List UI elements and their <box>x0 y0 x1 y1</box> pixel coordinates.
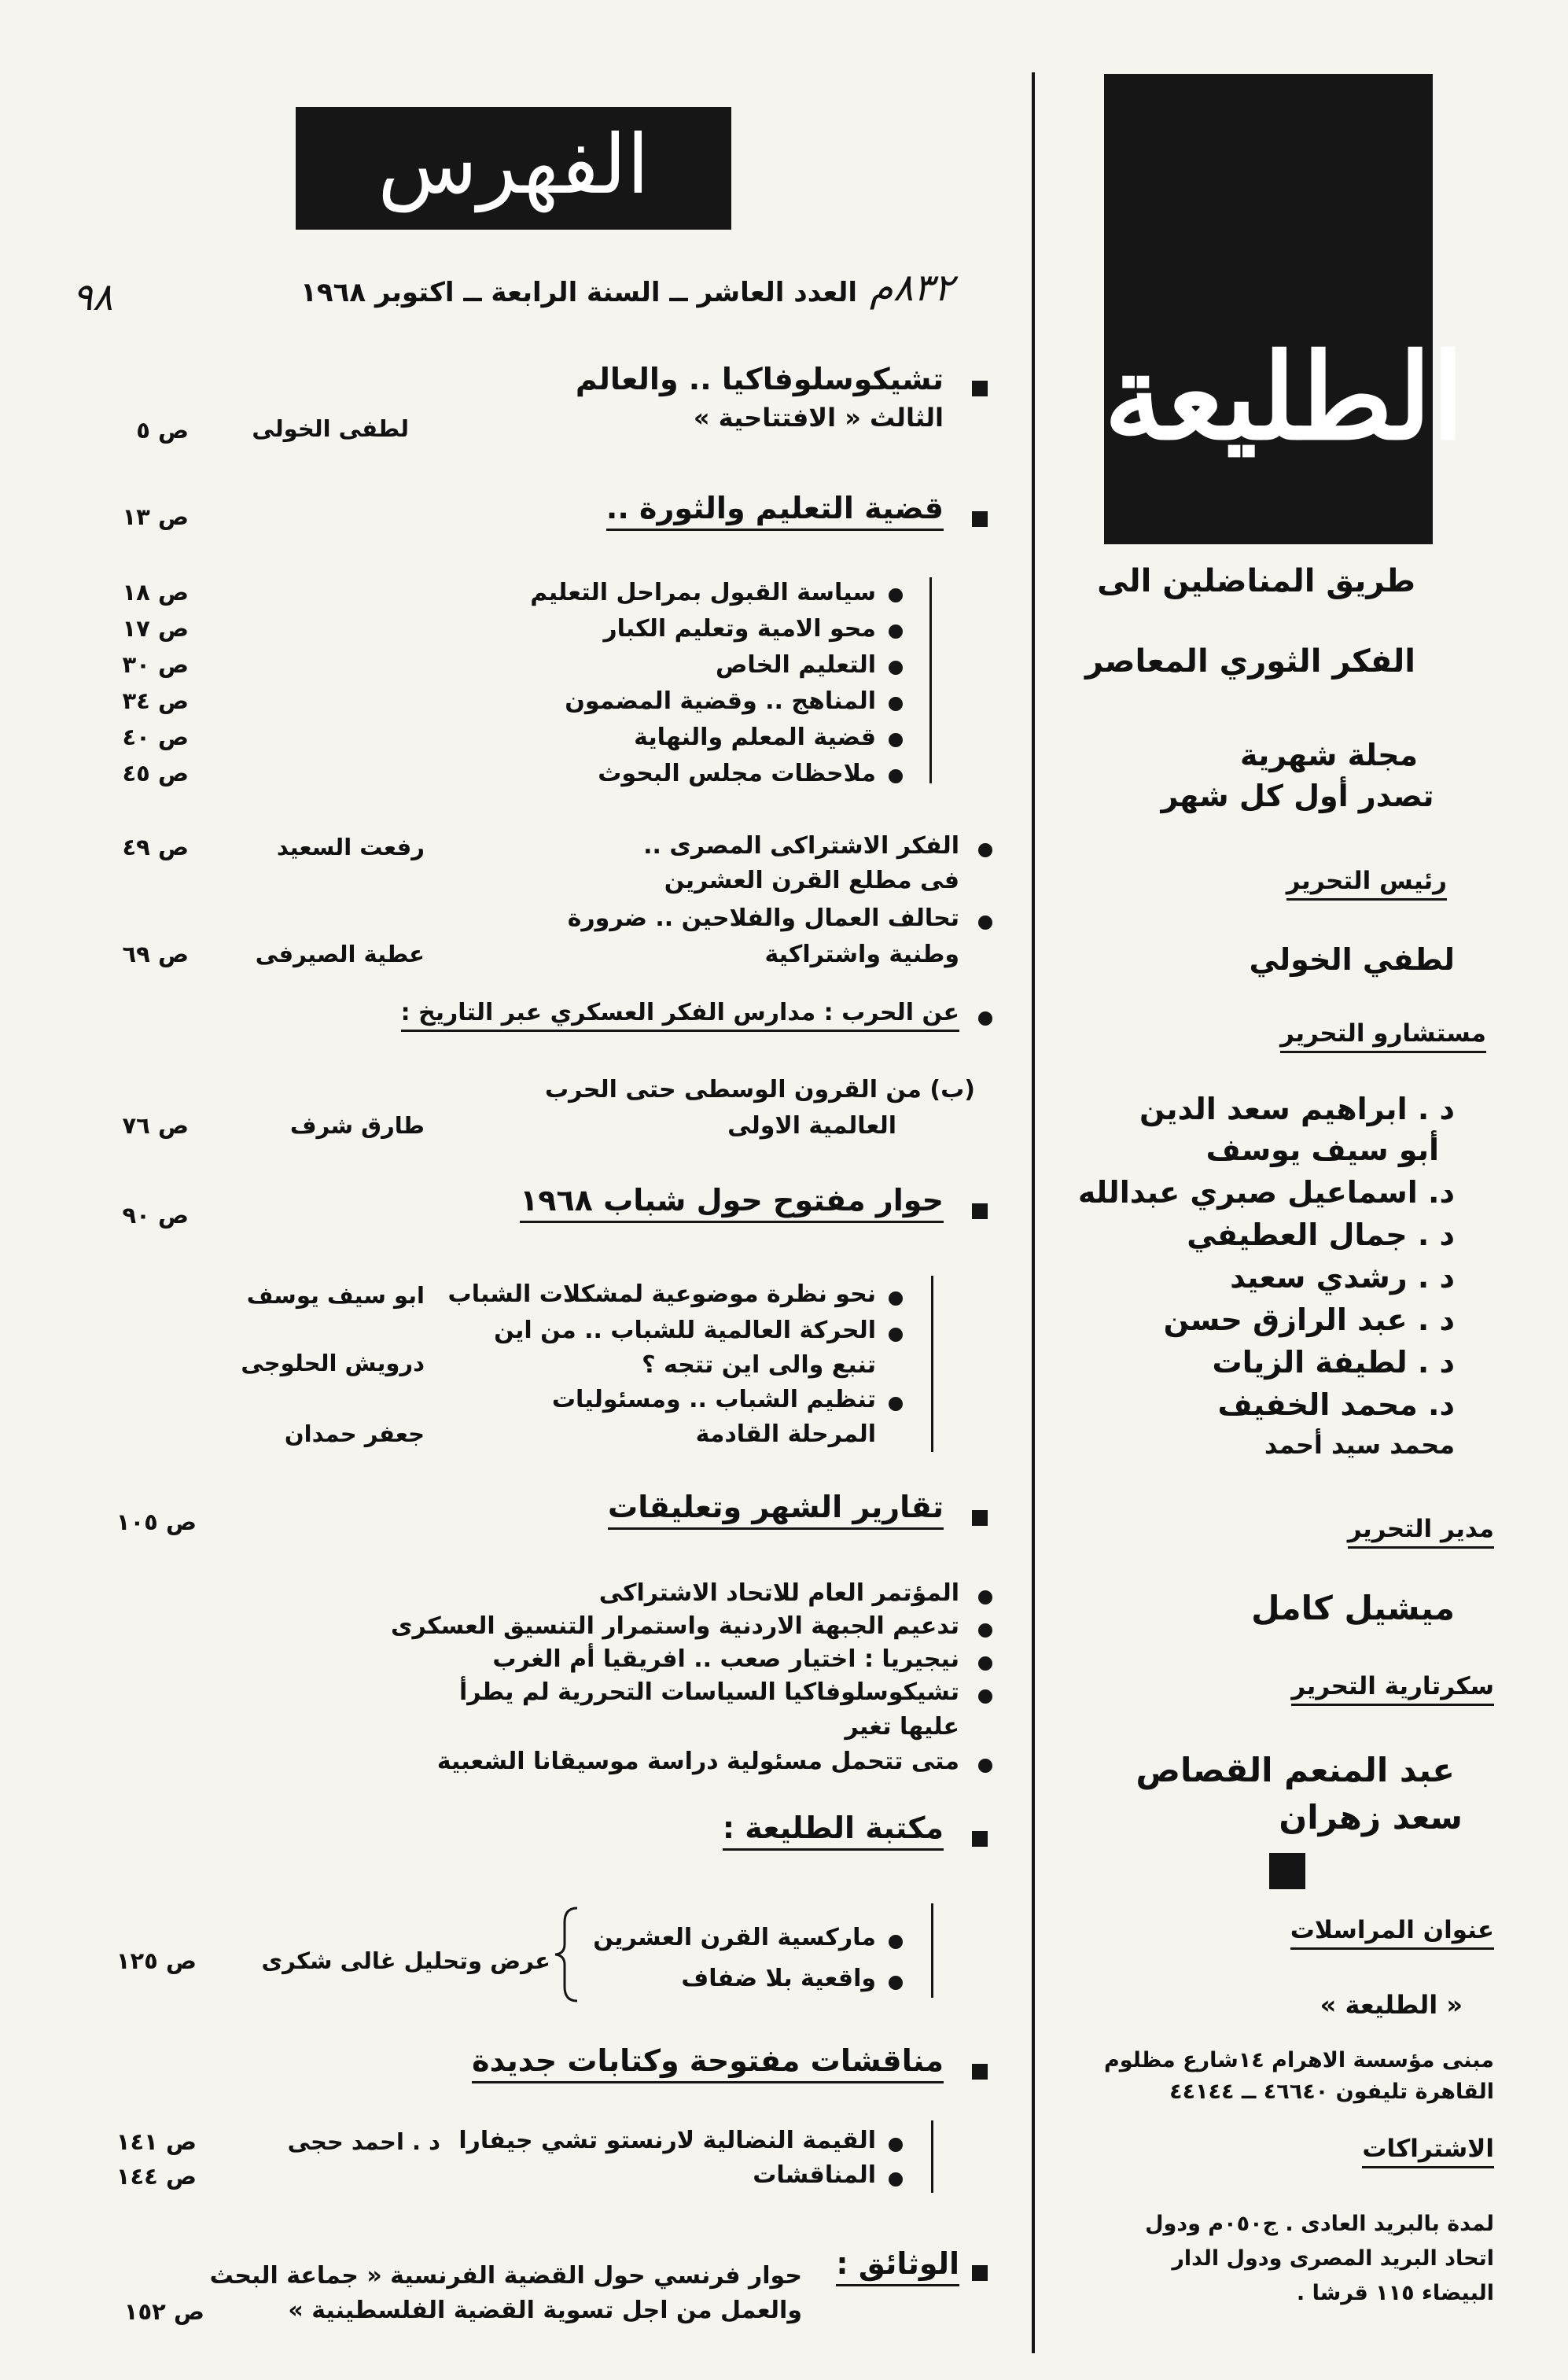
s3-article-2-page: ص ٦٩ <box>122 941 189 967</box>
advisor-5: د . رشدي سعيد <box>1230 1260 1455 1295</box>
section-marker-4 <box>972 1203 988 1219</box>
managing-editor-label-text: مدير التحرير <box>1348 1515 1494 1549</box>
s1-author: لطفى الخولى <box>252 415 409 442</box>
s2-item-2: محو الامية وتعليم الكبار <box>603 615 876 643</box>
chief-editor-label-text: رئيس التحرير <box>1286 867 1447 901</box>
advisor-6: د . عبد الرازق حسن <box>1163 1302 1455 1337</box>
section-marker-2 <box>972 511 988 527</box>
secretariat-2: سعد زهران <box>1279 1798 1463 1837</box>
s1-title-2: الثالث « الافتتاحية » <box>693 403 944 433</box>
s2-item-6: ملاحظات مجلس البحوث <box>598 760 876 787</box>
handwritten-note-left: ۹۸ <box>72 275 113 319</box>
s2-bracket-line <box>929 577 932 783</box>
s7-bullet-1 <box>889 2138 903 2152</box>
s3-article-3-text: عن الحرب : مدارس الفكر العسكري عبر التاريخ : <box>401 999 959 1032</box>
s5-title <box>472 1490 944 1524</box>
s5-item-2: تدعيم الجبهة الاردنية واستمرار التنسيق العسكرى <box>391 1612 959 1640</box>
s5-bullet-1 <box>978 1590 992 1604</box>
s8-title <box>818 2246 959 2281</box>
chief-editor-label <box>1258 867 1447 895</box>
black-square-mark <box>1269 1853 1305 1889</box>
s5-bullet-4 <box>978 1689 992 1704</box>
s5-item-3: نيجيريا : اختيار صعب .. افريقيا أم الغرب <box>492 1645 959 1673</box>
subscriptions-line-3: البيضاء ١١٥ قرشا . <box>1296 2281 1494 2305</box>
advisor-4: د . جمال العطيفي <box>1187 1218 1455 1252</box>
s2-bullet-3 <box>889 661 903 675</box>
s4-author-1: ابو سيف يوسف <box>246 1282 425 1309</box>
s8-page: ص ١٥٢ <box>123 2298 204 2325</box>
s1-page: ص ٥ <box>136 417 189 444</box>
magazine-frequency: تصدر أول كل شهر <box>1161 779 1434 813</box>
s3-article-2-line-1: تحالف العمال والفلاحين .. ضرورة <box>567 904 959 932</box>
s2-page-1: ص ١٨ <box>122 579 189 606</box>
s2-item-5: قضية المعلم والنهاية <box>634 724 876 751</box>
advisor-1: د . ابراهيم سعد الدين <box>1139 1092 1455 1126</box>
s5-item-1: المؤتمر العام للاتحاد الاشتراكى <box>598 1579 959 1607</box>
s4-bracket-line <box>931 1276 933 1452</box>
s5-bullet-3 <box>978 1656 992 1671</box>
s7-item-1: القيمة النضالية لارنستو تشي جيفارا <box>458 2127 876 2154</box>
s3-article-1-page: ص ٤٩ <box>122 834 189 860</box>
s6-bullet-2 <box>889 1976 903 1990</box>
s4-author-2: درويش الحلوجى <box>241 1350 425 1376</box>
s2-item-1: سياسة القبول بمراحل التعليم <box>530 579 876 606</box>
s2-bullet-4 <box>889 697 903 711</box>
subscriptions-label <box>1258 2135 1494 2163</box>
s7-title <box>440 2043 944 2078</box>
s3-bullet-1 <box>978 843 992 857</box>
s7-item-2: المناقشات <box>753 2161 876 2189</box>
handwritten-note-right: ٨٣٢م <box>870 266 955 310</box>
advisor-3: د. اسماعيل صبري عبدالله <box>1077 1175 1455 1210</box>
s5-item-4-line-1: تشيكوسلوفاكيا السياسات التحررية لم يطرأ <box>458 1678 959 1706</box>
s2-item-4: المناهج .. وقضية المضمون <box>565 687 876 715</box>
s5-item-4-line-2: عليها تغير <box>845 1713 959 1741</box>
s3-article-4-line-2: العالمية الاولى <box>727 1112 896 1140</box>
s2-page-6: ص ٤٥ <box>122 760 189 787</box>
s5-title-text: تقارير الشهر وتعليقات <box>608 1490 944 1530</box>
s8-line-1: حوار فرنسي حول القضية الفرنسية « جماعة البحث <box>209 2262 802 2290</box>
s7-bullet-2 <box>889 2172 903 2187</box>
s8-title-text: الوثائق : <box>836 2246 959 2286</box>
s4-title-text: حوار مفتوح حول شباب ١٩٦٨ <box>520 1183 944 1223</box>
s3-article-2-author: عطية الصيرفى <box>255 941 425 967</box>
s2-page-2: ص ١٧ <box>122 615 189 642</box>
subscriptions-line-2: اتحاد البريد المصرى ودول الدار <box>1172 2246 1494 2271</box>
advisors-label-text: مستشارو التحرير <box>1280 1019 1486 1053</box>
s6-title <box>550 1811 944 1845</box>
advisor-8: د. محمد الخفيف <box>1217 1387 1455 1422</box>
s4-bullet-2 <box>889 1328 903 1342</box>
advisors-label <box>1227 1019 1486 1048</box>
s3-bullet-3 <box>978 1011 992 1026</box>
s6-item-1: ماركسية القرن العشرين <box>593 1924 876 1951</box>
s6-bracket-line <box>931 1903 933 1998</box>
magazine-logo: الطليعة <box>1104 328 1465 466</box>
s7-author: د . احمد حجى <box>287 2128 440 2155</box>
column-divider <box>1032 72 1035 2353</box>
s2-bullet-1 <box>889 588 903 602</box>
s7-page-2: ص ١٤٤ <box>116 2163 197 2190</box>
managing-editor-name: ميشيل كامل <box>1251 1589 1455 1627</box>
s7-bracket-line <box>931 2120 933 2193</box>
s4-item-2-line-2: تنبع والى اين تتجه ؟ <box>642 1351 876 1379</box>
s4-author-3: جعفر حمدان <box>284 1420 425 1447</box>
subscriptions-label-text: الاشتراكات <box>1362 2135 1494 2168</box>
s3-bullet-2 <box>978 916 992 930</box>
index-title: الفهرس <box>377 116 650 212</box>
section-marker-5 <box>972 1510 988 1526</box>
s5-bullet-5 <box>978 1759 992 1773</box>
advisor-9: محمد سيد أحمد <box>1264 1430 1455 1460</box>
s3-article-1-author: رفعت السعيد <box>276 834 425 860</box>
s2-page-3: ص ٣٠ <box>122 651 189 678</box>
s3-article-2-line-2: وطنية واشتراكية <box>764 941 959 968</box>
chief-editor-name: لطفي الخولي <box>1249 942 1455 977</box>
s6-item-2: واقعية بلا ضفاف <box>681 1965 876 1992</box>
s2-bullet-5 <box>889 733 903 747</box>
advisor-2: أبو سيف يوسف <box>1205 1133 1439 1167</box>
s8-line-2: والعمل من اجل تسوية القضية الفلسطينية » <box>288 2297 802 2324</box>
s3-article-3 <box>330 999 959 1026</box>
s5-page: ص ١٠٥ <box>116 1509 197 1535</box>
s6-bullet-1 <box>889 1935 903 1949</box>
s4-item-3-line-2: المرحلة القادمة <box>695 1420 876 1448</box>
s5-item-5: متى تتحمل مسئولية دراسة موسيقانا الشعبية <box>436 1748 959 1775</box>
s4-item-1: نحو نظرة موضوعية لمشكلات الشباب <box>447 1280 876 1308</box>
address-line-2: القاهرة تليفون ٤٦٦٤٠ ــ ٤٤١٤٤ <box>1169 2080 1494 2104</box>
section-marker-6 <box>972 1831 988 1847</box>
section-marker-1 <box>972 381 988 396</box>
s2-page: ص ١٣ <box>122 503 189 530</box>
s6-title-text: مكتبة الطليعة : <box>723 1811 944 1851</box>
s2-bullet-6 <box>889 769 903 783</box>
tagline-line-1: طريق المناضلين الى <box>1097 563 1415 599</box>
s3-article-1-line-2: فى مطلع القرن العشرين <box>664 867 959 894</box>
s2-item-3: التعليم الخاص <box>716 651 876 679</box>
address-label-text: عنوان المراسلات <box>1290 1916 1494 1950</box>
advisor-7: د . لطيفة الزيات <box>1212 1345 1455 1380</box>
subscriptions-line-1: لمدة بالبريد العادى . ج٠٥٠م ودول <box>1145 2212 1494 2236</box>
s2-title <box>550 491 944 525</box>
s6-author: عرض وتحليل غالى شكرى <box>261 1947 550 1974</box>
s7-page-1: ص ١٤١ <box>116 2128 197 2155</box>
s7-title-text: مناقشات مفتوحة وكتابات جديدة <box>472 2043 944 2083</box>
s4-item-3-line-1: تنظيم الشباب .. ومسئوليات <box>551 1386 876 1413</box>
s2-page-5: ص ٤٠ <box>122 724 189 750</box>
s4-bullet-3 <box>889 1397 903 1411</box>
magazine-logo-block <box>1104 74 1465 544</box>
s6-brace <box>554 1907 580 2002</box>
address-line-1: مبنى مؤسسة الاهرام ١٤شارع مظلوم <box>1103 2048 1494 2072</box>
secretariat-1: عبد المنعم القصاص <box>1136 1751 1455 1789</box>
s4-bullet-1 <box>889 1291 903 1306</box>
tagline-line-2: الفكر الثوري المعاصر <box>1084 643 1415 680</box>
managing-editor-label <box>1258 1515 1494 1543</box>
s3-article-4-page: ص ٧٦ <box>122 1112 189 1139</box>
s4-item-2-line-1: الحركة العالمية للشباب .. من اين <box>494 1317 876 1344</box>
s3-article-4-line-1: (ب) من القرون الوسطى حتى الحرب <box>544 1076 975 1103</box>
s6-page: ص ١٢٥ <box>116 1947 197 1974</box>
s4-page: ص ٩٠ <box>122 1202 189 1229</box>
s3-article-4-author: طارق شرف <box>289 1112 425 1139</box>
magazine-type: مجلة شهرية <box>1239 738 1419 772</box>
s2-title-text: قضية التعليم والثورة .. <box>606 491 944 531</box>
secretariat-label-text: سكرتارية التحرير <box>1291 1672 1494 1706</box>
s3-article-1-line-1: الفكر الاشتراكى المصرى .. <box>643 832 959 860</box>
secretariat-label <box>1258 1672 1494 1700</box>
address-name: « الطليعة » <box>1320 1990 1463 2020</box>
address-label <box>1258 1916 1494 1944</box>
section-marker-8 <box>972 2265 988 2281</box>
issue-line: العدد العاشر ــ السنة الرابعة ــ اكتوبر ١٩٦٨ <box>300 277 857 308</box>
s1-title-1: تشيكوسلوفاكيا .. والعالم <box>575 362 944 396</box>
s2-bullet-2 <box>889 624 903 639</box>
brace-icon <box>554 1907 580 2002</box>
s5-bullet-2 <box>978 1623 992 1638</box>
section-marker-7 <box>972 2064 988 2080</box>
s2-page-4: ص ٣٤ <box>122 687 189 714</box>
s4-title <box>472 1183 944 1218</box>
